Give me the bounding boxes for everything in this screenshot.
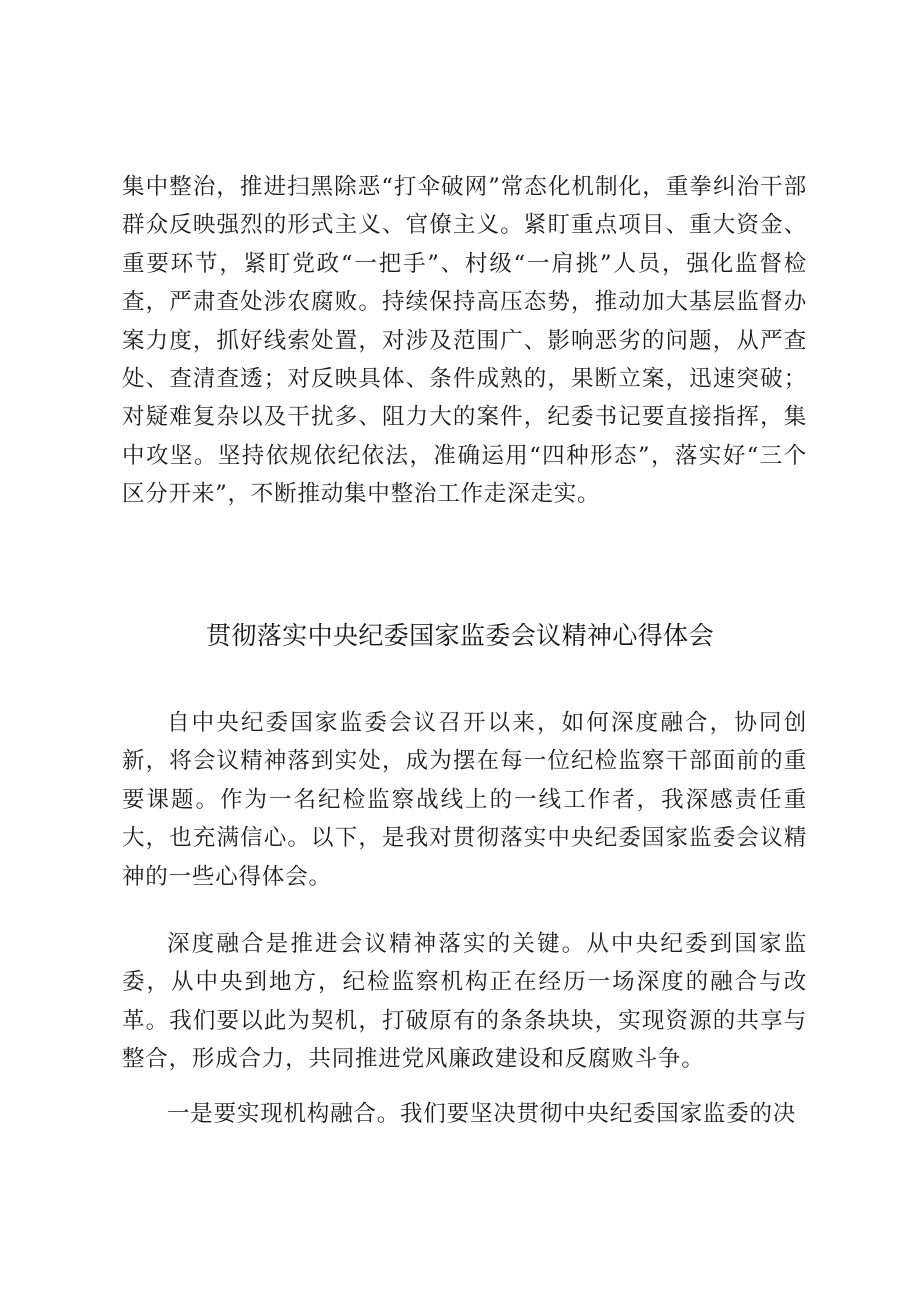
continued-paragraph: 集中整治，推进扫黑除恶“打伞破网”常态化机制化，重拳纠治干部群众反映强烈的形式主义、官僚主义。紧盯重点项目、重大资金、重要环节，紧盯党政“一把手”、村级“一肩挑”人员，强化监督检查，严肃查处涉农腐败。持续保持高压态势，推动加大基层监督办案力度，抓好线索处置，对涉及范围广、影响恶劣的问题，从严查处、查清查透；对反映具体、条件成熟的，果断立案，迅速突破；对疑难复杂以及干扰多、阻力大的案件，纪委书记要直接指挥，集中攻坚。坚持依规依纪依法，准确运用“四种形态”，落实好“三个区分开来”，不断推动集中整治工作走深走实。 [122, 174, 807, 508]
paragraph-intro: 自中央纪委国家监委会议召开以来，如何深度融合，协同创新，将会议精神落到实处，成为摆在每一位纪检监察干部面前的重要课题。作为一名纪检监察战线上的一线工作者，我深感责任重大，也充满信心。以下，是我对贯彻落实中央纪委国家监委会议精神的一些心得体会。 [122, 710, 807, 890]
document-title: 贯彻落实中央纪委国家监委会议精神心得体会 [205, 621, 714, 650]
paragraph-deep-integration: 深度融合是推进会议精神落实的关键。从中央纪委到国家监委，从中央到地方，纪检监察机构正在经历一场深度的融合与改革。我们要以此为契机，打破原有的条条块块，实现资源的共享与整合，形成合力，共同推进党风廉政建设和反腐败斗争。 [122, 931, 807, 1073]
paragraph-institution-integration: 一是要实现机构融合。我们要坚决贯彻中央纪委国家监委的决 [167, 1101, 797, 1127]
